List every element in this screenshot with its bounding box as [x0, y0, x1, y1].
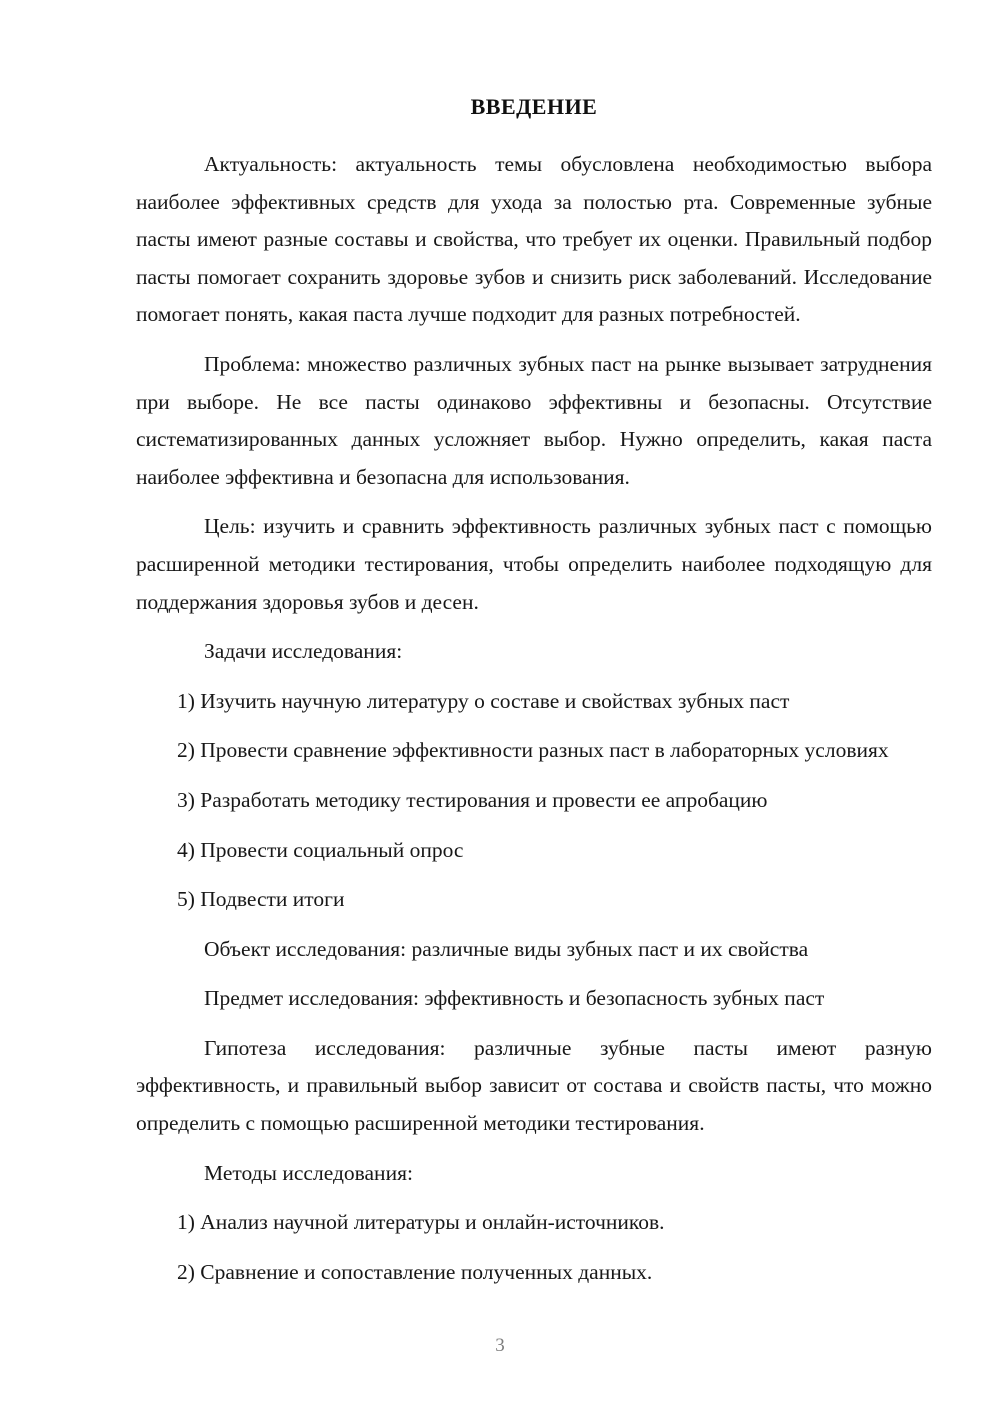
statement-subject-of-research: Предмет исследования: эффективность и безопасность зубных паст	[204, 986, 825, 1011]
task-item-2: 2) Провести сравнение эффективности разных паст в лабораторных условиях	[177, 738, 889, 763]
method-item-2: 2) Сравнение и сопоставление полученных данных.	[177, 1259, 653, 1284]
paragraph-relevance: Актуальность: актуальность темы обусловлена необходимостью выбора наиболее эффективных средств для ухода за полостью рта. Современные зубные пасты имеют разные составы и свойства, что требует их оценки. Правильный подбор пасты помогает сохранить здоровье зубов и снизить риск заболеваний. Исследование помогает понять, какая паста лучше подходит для разных потребностей.	[136, 152, 932, 327]
task-item-5: 5) Подвести итоги	[177, 887, 345, 912]
page-content	[136, 90, 932, 1303]
task-item-1: 1) Изучить научную литературу о составе и свойствах зубных паст	[177, 688, 790, 713]
tasks-heading: Задачи исследования:	[204, 639, 403, 664]
task-item-3: 3) Разработать методику тестирования и провести ее апробацию	[177, 787, 768, 812]
method-item-1: 1) Анализ научной литературы и онлайн-источников.	[177, 1210, 665, 1235]
paragraph-problem: Проблема: множество различных зубных паст на рынке вызывает затруднения при выборе. Не все пасты одинаково эффективны и безопасны. Отсутствие систематизированных данных усложняет выбор. Нужно определить, какая паста наиболее эффективна и безопасна для использования.	[136, 351, 932, 489]
statement-object-of-research: Объект исследования: различные виды зубных паст и их свойства	[204, 936, 809, 961]
page-number: 3	[495, 1335, 505, 1356]
task-item-4: 4) Провести социальный опрос	[177, 837, 464, 862]
paragraph-goal: Цель: изучить и сравнить эффективность различных зубных паст с помощью расширенной методики тестирования, чтобы определить наиболее подходящую для поддержания здоровья зубов и десен.	[136, 514, 932, 614]
methods-heading: Методы исследования:	[204, 1160, 413, 1185]
paragraph-hypothesis: Гипотеза исследования: различные зубные пасты имеют разную эффективность, и правильный выбор зависит от состава и свойств пасты, что можно определить с помощью расширенной методики тестирования.	[136, 1035, 932, 1136]
page-title: ВВЕДЕНИЕ	[470, 94, 598, 119]
